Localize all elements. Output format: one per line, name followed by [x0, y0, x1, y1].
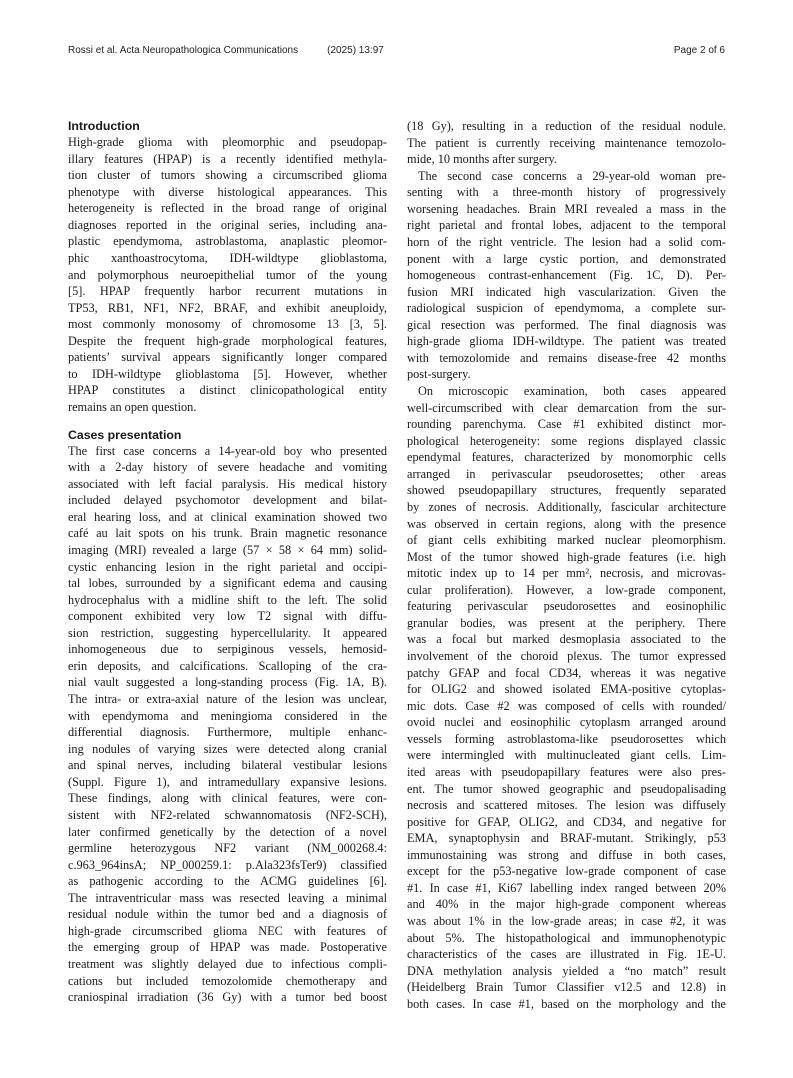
- text-line: Despite the frequent high-grade morphological features,: [68, 333, 387, 348]
- text-line: The patient is currently receiving maintenance temozolo-: [407, 135, 726, 150]
- text-line: The second case concerns a 29-year-old woman pre-: [418, 168, 726, 183]
- right-column: [407, 118, 726, 1012]
- text-line: high-grade glioma IDH-wildtype. The patient was treated: [407, 334, 726, 349]
- text-line: On microscopic examination, both cases appeared: [418, 384, 726, 398]
- running-header-page-number: Page 2 of 6: [673, 45, 725, 56]
- text-line: patchy GFAP and focal CD34, whereas it was negative: [407, 665, 726, 680]
- text-line: necrosis and scattered mitoses. The lesion was diffusely: [407, 798, 726, 813]
- text-line: characteristics of the cases are illustrated in Fig. 1E-U.: [407, 947, 726, 962]
- text-line: remains an open question.: [68, 400, 197, 414]
- text-line: worsening headaches. Brain MRI revealed a mass in the: [407, 201, 726, 216]
- text-line: ing nodules of varying sizes were detected along cranial: [68, 741, 387, 756]
- text-line: hydrocephalus with a midline shift to the left. The solid: [68, 592, 387, 607]
- text-line: The intra- or extra-axial nature of the lesion was unclear,: [68, 692, 387, 706]
- text-line: rounding parenchyma. Case #1 exhibited distinct mor-: [407, 417, 726, 432]
- text-line: with ependymoma and meningioma considered in the: [68, 708, 387, 723]
- text-line: arranged in perivascular pseudorosettes; other areas: [407, 466, 726, 481]
- text-line: patients’ survival appears significantly longer compared: [68, 350, 387, 365]
- text-line: germline heterozygous NF2 variant (NM_000268.4:: [68, 841, 387, 856]
- text-line: High-grade glioma with pleomorphic and pseudopap-: [68, 135, 387, 149]
- text-line: TP53, RB1, NF1, NF2, BRAF, and exhibit aneuploidy,: [68, 300, 387, 315]
- text-line: component exhibited very low T2 signal with diffu-: [68, 609, 387, 624]
- text-line: involvement of the choroid plexus. The tumor expressed: [407, 649, 726, 663]
- text-line: right parietal and frontal lobes, adjacent to the temporal: [407, 218, 726, 233]
- cases-presentation-heading: Cases presentation: [68, 427, 182, 442]
- text-line: radiological suspicion of ependymoma, a complete sur-: [407, 301, 726, 316]
- text-line: diagnoses reported in the original series, including ana-: [68, 217, 387, 232]
- text-line: sion restriction, suggesting hypercellularity. It appeared: [68, 625, 387, 640]
- text-line: DNA methylation analysis yielded a “no match” result: [407, 963, 726, 978]
- text-line: cular proliferation). However, a low-grade component,: [407, 582, 726, 597]
- text-line: HPAP constitutes a distinct clinicopathological entity: [68, 383, 387, 398]
- left-column: [68, 118, 387, 1012]
- text-line: mic dots. Case #2 was composed of cells with rounded/: [407, 698, 726, 713]
- text-line: and spinal nerves, including bilateral vestibular lesions: [68, 758, 387, 773]
- text-line: both cases. In case #1, based on the morphology and the: [407, 996, 726, 1011]
- text-line: of giant cells exhibiting marked nuclear pleomorphism.: [407, 533, 726, 548]
- text-line: #1. In case #1, Ki67 labelling index ranged between 20%: [407, 880, 726, 895]
- text-line: treatment was slightly delayed due to infectious compli-: [68, 957, 387, 971]
- text-line: (Heidelberg Brain Tumor Classifier v12.5 and 12.8) in: [407, 980, 726, 995]
- text-line: was a focal but marked desmoplasia associated to the: [407, 632, 726, 647]
- text-line: as pathogenic according to the ACMG guidelines [6].: [68, 874, 387, 889]
- text-line: positive for GFAP, OLIG2, and CD34, and negative for: [407, 814, 726, 829]
- running-header-citation: Rossi et al. Acta Neuropathologica Communications: [68, 45, 299, 56]
- text-line: senting with a three-month history of progressively: [407, 185, 726, 200]
- cases-presentation-body: [68, 443, 387, 1006]
- text-line: c.963_964insA; NP_000259.1: p.Ala323fsTer9) classified: [68, 857, 387, 872]
- text-line: by zones of necrosis. Additionally, fascicular architecture: [407, 499, 726, 514]
- text-line: differential diagnosis. Furthermore, multiple enhanc-: [68, 725, 387, 740]
- text-line: The intraventricular mass was resected leaving a minimal: [68, 890, 387, 905]
- text-line: for OLIG2 and showed isolated EMA-positive cytoplas-: [407, 682, 726, 697]
- text-line: vessels forming astroblastoma-like pseudorosettes which: [407, 731, 726, 746]
- text-line: tion cluster of tumors showing a circumscribed glioma: [68, 168, 387, 183]
- text-line: featuring perivascular pseudorosettes and eosinophilic: [407, 599, 726, 614]
- text-line: (18 Gy), resulting in a reduction of the residual nodule.: [407, 119, 726, 133]
- text-line: café au lait spots on his trunk. Brain magnetic resonance: [68, 526, 387, 541]
- text-line: illary features (HPAP) is a recently identified methyla-: [68, 151, 387, 166]
- text-line: later confirmed genetically by the detection of a novel: [68, 824, 387, 839]
- running-header: [68, 45, 725, 56]
- text-line: most commonly monosomy of chromosome 13 [3, 5].: [68, 317, 387, 332]
- text-line: imaging (MRI) revealed a large (57 × 58 × 64 mm) solid-: [68, 542, 387, 557]
- text-line: included delayed psychomotor development and bilat-: [68, 493, 387, 508]
- text-line: heterogeneity is reflected in the broad range of original: [68, 201, 387, 216]
- text-line: [5]. HPAP frequently harbor recurrent mutations in: [68, 284, 387, 299]
- text-line: cystic enhancing lesion in the right parietal and occipi-: [68, 559, 387, 574]
- text-line: well-circumscribed with clear demarcation from the sur-: [407, 400, 726, 415]
- text-line: residual nodule within the tumor bed and a diagnosis of: [68, 907, 387, 922]
- text-line: sistent with NF2-related schwannomatosis (NF2-SCH),: [68, 807, 387, 822]
- text-line: Most of the tumor showed high-grade features (i.e. high: [407, 549, 726, 564]
- text-line: EMA, synaptophysin and BRAF-mutant. Strikingly, p53: [407, 831, 726, 846]
- text-line: with a 2-day history of severe headache and vomiting: [68, 460, 387, 475]
- text-line: associated with left facial paralysis. His medical history: [68, 476, 387, 491]
- text-line: craniospinal irradiation (36 Gy) with a tumor bed boost: [68, 990, 387, 1005]
- text-line: the emerging group of HPAP was made. Postoperative: [68, 940, 387, 955]
- text-line: inhomogeneous due to serpiginous vessels, hemosid-: [68, 642, 387, 657]
- text-line: high-grade circumscribed glioma NEC with features of: [68, 923, 387, 938]
- text-line: with temozolomide and remains disease-free 42 months: [407, 350, 726, 365]
- text-line: were intermingled with multinucleated giant cells. Lim-: [407, 748, 726, 763]
- text-line: The first case concerns a 14-year-old boy who presented: [68, 443, 387, 458]
- right-column-body: [407, 118, 726, 1012]
- text-line: phological heterogeneity: some regions displayed classic: [407, 433, 726, 448]
- text-line: These findings, along with clinical features, were con-: [68, 791, 387, 806]
- text-line: mide, 10 months after surgery.: [407, 152, 557, 167]
- two-column-body: [68, 118, 726, 1012]
- text-line: about 5%. The histopathological and immunophenotypic: [407, 930, 726, 945]
- text-line: was about 1% in the low-grade areas; in case #2, it was: [407, 914, 726, 928]
- text-line: homogeneous contrast-enhancement (Fig. 1C, D). Per-: [407, 268, 726, 283]
- text-line: granular bodies, was present at the periphery. There: [407, 615, 726, 630]
- text-line: immunostaining was strong and diffuse in both cases,: [407, 847, 726, 862]
- text-line: showed pseudopapillary structures, frequently separated: [407, 483, 726, 498]
- text-line: post-surgery.: [407, 367, 471, 382]
- text-line: mitotic index up to 14 per mm², necrosis, and microvas-: [407, 566, 726, 581]
- text-line: erin deposits, and calcifications. Scalloping of the cra-: [68, 658, 387, 673]
- text-line: phenotype with diverse histological appearances. This: [68, 184, 387, 199]
- text-line: to IDH-wildtype glioblastoma [5]. However, whether: [68, 366, 387, 381]
- text-line: ited areas with pseudopapillary features were also pres-: [407, 764, 726, 779]
- text-line: fusion MRI indicated high vascularization. Given the: [407, 284, 726, 299]
- text-line: eral hearing loss, and at clinical examination showed two: [68, 509, 387, 524]
- text-line: and 40% in the major high-grade component whereas: [407, 897, 726, 912]
- text-line: cations but included temozolomide chemotherapy and: [68, 973, 387, 988]
- text-line: (Suppl. Figure 1), and intramedullary expansive lesions.: [68, 774, 387, 789]
- text-line: ovoid nuclei and eosinophilic cytoplasm arranged around: [407, 715, 726, 730]
- text-line: tal lobes, surrounded by a significant edema and causing: [68, 576, 387, 591]
- running-header-volume: (2025) 13:97: [327, 45, 384, 56]
- text-line: and polymorphous neuroepithelial tumor of the young: [68, 267, 387, 282]
- introduction-heading: Introduction: [68, 119, 140, 133]
- text-line: horn of the right ventricle. The lesion had a solid com-: [407, 234, 726, 249]
- text-line: nial vault suggested a long-standing process (Fig. 1A, B).: [68, 675, 387, 690]
- text-line: plastic ependymoma, astroblastoma, anaplastic pleomor-: [68, 234, 387, 249]
- text-line: ponent with a large cystic portion, and demonstrated: [407, 251, 726, 266]
- text-line: except for the p53-negative low-grade component of case: [407, 864, 726, 879]
- text-line: phic xanthoastrocytoma, IDH-wildtype glioblastoma,: [68, 250, 387, 265]
- text-line: ent. The tumor showed geographic and pseudopalisading: [407, 781, 726, 796]
- text-line: was observed in certain regions, along with the presence: [407, 516, 726, 531]
- introduction-body: [68, 134, 387, 416]
- text-line: gical resection was performed. The final diagnosis was: [407, 317, 726, 332]
- text-line: ependymal features, characterized by monomorphic cells: [407, 450, 726, 465]
